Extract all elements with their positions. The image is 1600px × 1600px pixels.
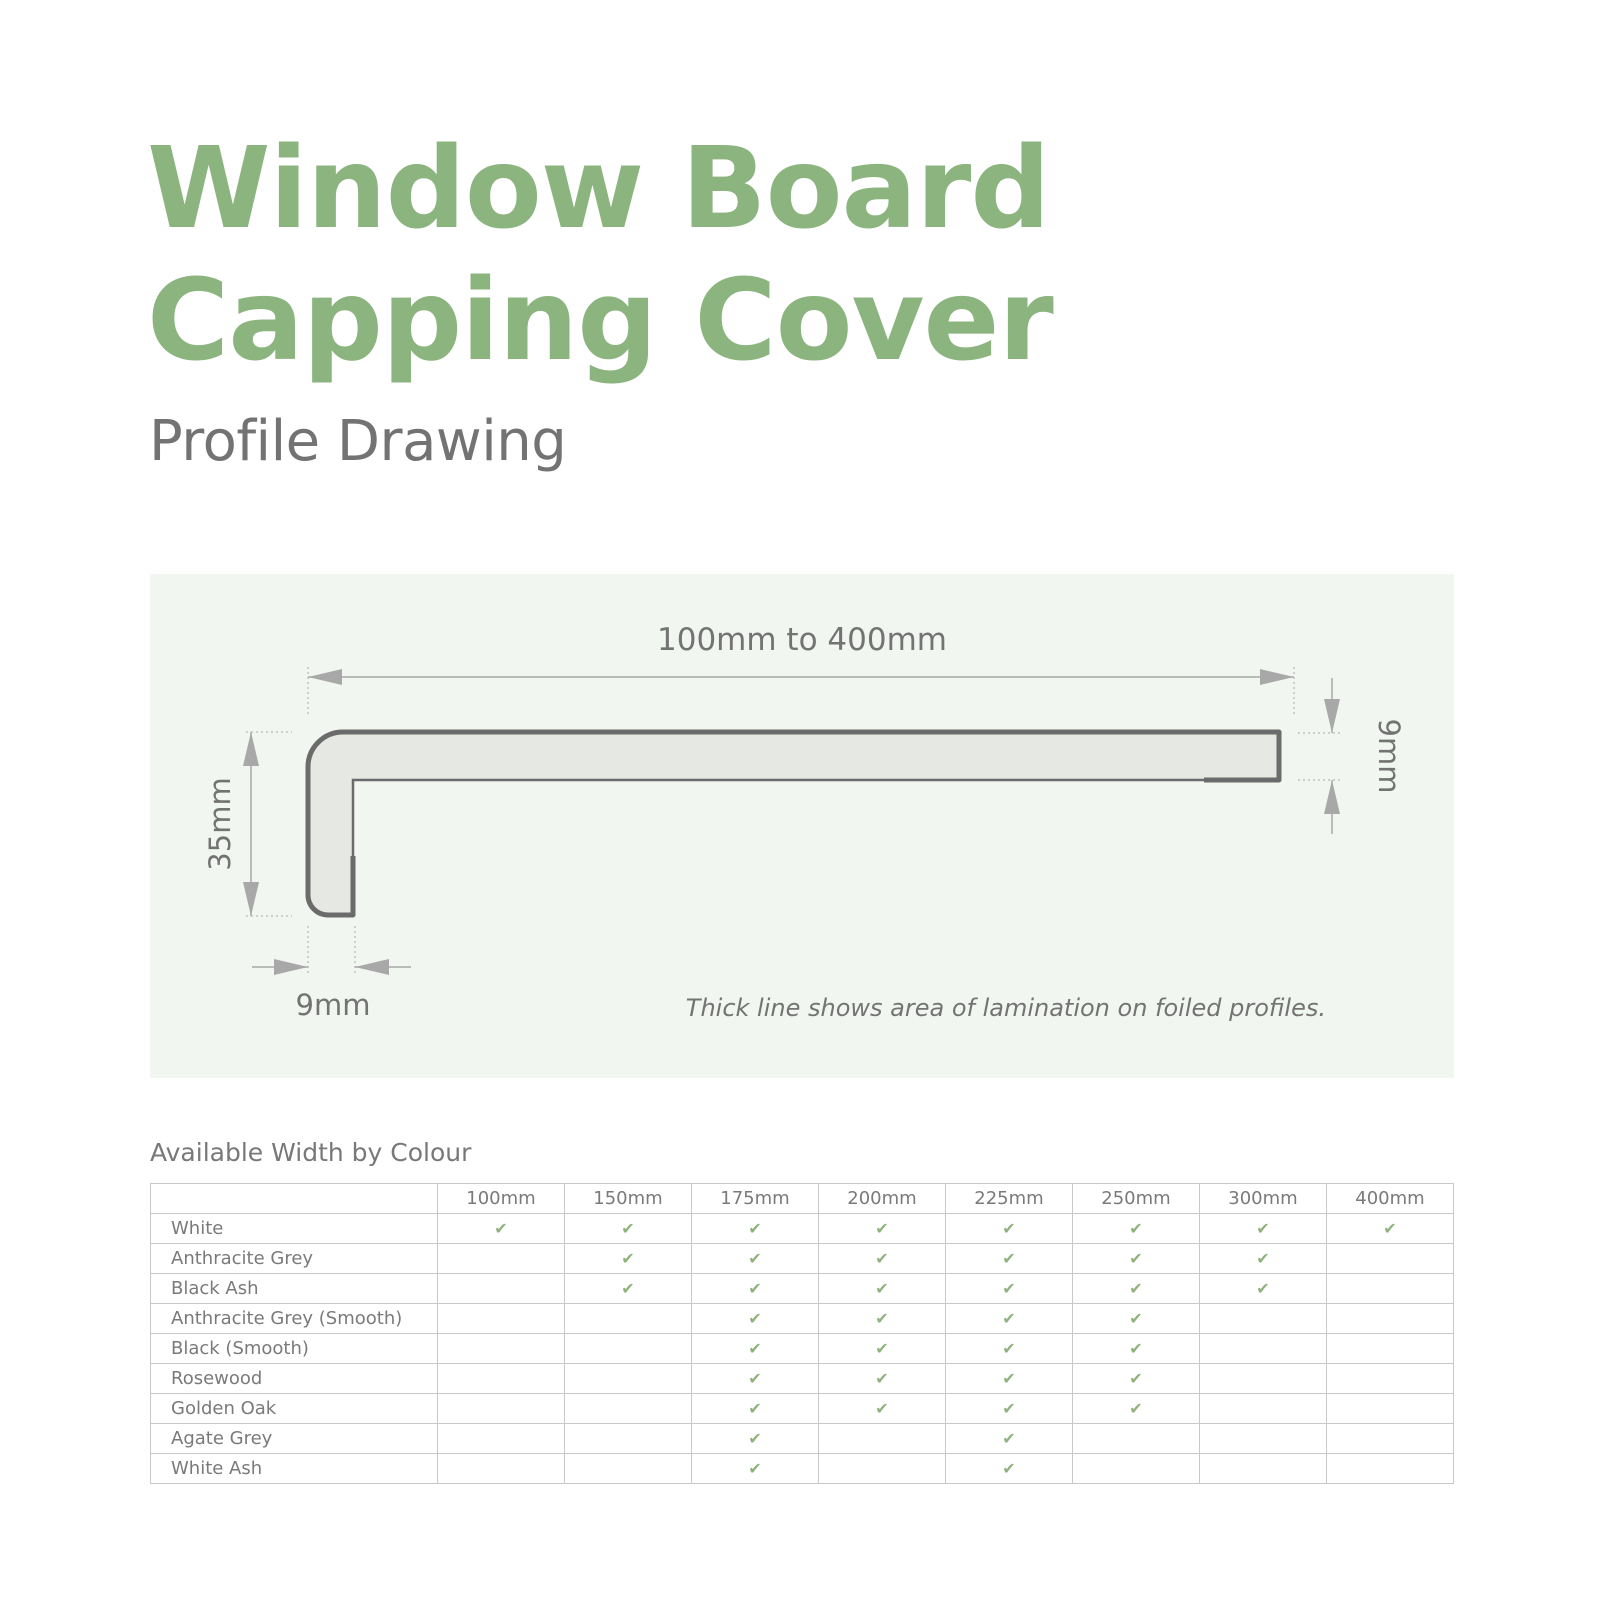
empty-cell — [1200, 1334, 1327, 1364]
check-icon: ✔ — [692, 1304, 819, 1334]
empty-cell — [438, 1394, 565, 1424]
profile-shape — [308, 732, 1279, 915]
table-heading: Available Width by Colour — [150, 1138, 472, 1167]
column-header: 200mm — [819, 1184, 946, 1214]
profile-drawing-panel — [150, 574, 1454, 1078]
check-icon: ✔ — [1200, 1244, 1327, 1274]
empty-cell — [1200, 1364, 1327, 1394]
check-icon: ✔ — [946, 1334, 1073, 1364]
empty-cell — [438, 1304, 565, 1334]
empty-cell — [1327, 1364, 1454, 1394]
colour-name: Anthracite Grey (Smooth) — [151, 1304, 438, 1334]
title-line-2: Capping Cover — [147, 256, 1053, 386]
check-icon: ✔ — [565, 1244, 692, 1274]
colour-name: White — [151, 1214, 438, 1244]
width-arrow-right — [1260, 669, 1294, 685]
check-icon: ✔ — [692, 1334, 819, 1364]
column-header: 225mm — [946, 1184, 1073, 1214]
empty-cell — [1200, 1394, 1327, 1424]
check-icon: ✔ — [1073, 1394, 1200, 1424]
empty-cell — [565, 1424, 692, 1454]
empty-cell — [565, 1364, 692, 1394]
colour-name: Agate Grey — [151, 1424, 438, 1454]
thickness-label: 9mm — [1372, 718, 1406, 794]
empty-cell — [438, 1334, 565, 1364]
table-row — [151, 1394, 1454, 1424]
check-icon: ✔ — [946, 1364, 1073, 1394]
empty-cell — [819, 1454, 946, 1484]
check-icon: ✔ — [1200, 1214, 1327, 1244]
thickness-arrow-bottom — [1324, 780, 1340, 814]
check-icon: ✔ — [565, 1214, 692, 1244]
check-icon: ✔ — [438, 1214, 565, 1244]
check-icon: ✔ — [1073, 1304, 1200, 1334]
check-icon: ✔ — [1073, 1364, 1200, 1394]
empty-cell — [1327, 1424, 1454, 1454]
colour-name: White Ash — [151, 1454, 438, 1484]
table-row — [151, 1274, 1454, 1304]
empty-cell — [1200, 1424, 1327, 1454]
check-icon: ✔ — [692, 1364, 819, 1394]
check-icon: ✔ — [1073, 1244, 1200, 1274]
check-icon: ✔ — [946, 1214, 1073, 1244]
check-icon: ✔ — [692, 1274, 819, 1304]
check-icon: ✔ — [819, 1274, 946, 1304]
width-availability-table — [150, 1183, 1454, 1484]
check-icon: ✔ — [819, 1244, 946, 1274]
check-icon: ✔ — [946, 1454, 1073, 1484]
empty-cell — [1200, 1454, 1327, 1484]
check-icon: ✔ — [692, 1394, 819, 1424]
page-subtitle: Profile Drawing — [149, 409, 567, 474]
check-icon: ✔ — [819, 1394, 946, 1424]
empty-cell — [438, 1274, 565, 1304]
lip-arrow-left — [274, 959, 308, 975]
lamination-note: Thick line shows area of lamination on foiled profiles. — [685, 994, 1326, 1022]
column-header: 100mm — [438, 1184, 565, 1214]
table-header-row — [151, 1184, 1454, 1214]
column-header: 175mm — [692, 1184, 819, 1214]
empty-cell — [438, 1424, 565, 1454]
table-row — [151, 1214, 1454, 1244]
column-header: 150mm — [565, 1184, 692, 1214]
empty-cell — [819, 1424, 946, 1454]
check-icon: ✔ — [565, 1274, 692, 1304]
lip-label: 9mm — [295, 988, 371, 1022]
height-arrow-bottom — [243, 882, 259, 916]
width-arrow-left — [308, 669, 342, 685]
empty-cell — [1073, 1454, 1200, 1484]
empty-cell — [438, 1364, 565, 1394]
empty-cell — [438, 1244, 565, 1274]
header-corner-cell — [151, 1184, 438, 1214]
colour-name: Black (Smooth) — [151, 1334, 438, 1364]
check-icon: ✔ — [692, 1424, 819, 1454]
check-icon: ✔ — [1200, 1274, 1327, 1304]
profile-drawing — [150, 574, 1454, 1078]
table-row — [151, 1364, 1454, 1394]
table-row — [151, 1334, 1454, 1364]
check-icon: ✔ — [1073, 1214, 1200, 1244]
check-icon: ✔ — [1073, 1274, 1200, 1304]
check-icon: ✔ — [946, 1424, 1073, 1454]
title-line-1: Window Board — [147, 124, 1050, 254]
column-header: 250mm — [1073, 1184, 1200, 1214]
height-arrow-top — [243, 732, 259, 766]
empty-cell — [1327, 1304, 1454, 1334]
check-icon: ✔ — [946, 1304, 1073, 1334]
empty-cell — [1073, 1424, 1200, 1454]
check-icon: ✔ — [819, 1214, 946, 1244]
colour-name: Golden Oak — [151, 1394, 438, 1424]
table-row — [151, 1424, 1454, 1454]
empty-cell — [1327, 1274, 1454, 1304]
check-icon: ✔ — [946, 1394, 1073, 1424]
check-icon: ✔ — [692, 1244, 819, 1274]
empty-cell — [1327, 1334, 1454, 1364]
empty-cell — [565, 1394, 692, 1424]
empty-cell — [1327, 1394, 1454, 1424]
check-icon: ✔ — [819, 1364, 946, 1394]
column-header: 400mm — [1327, 1184, 1454, 1214]
thickness-arrow-top — [1324, 699, 1340, 733]
table-row — [151, 1454, 1454, 1484]
empty-cell — [565, 1454, 692, 1484]
check-icon: ✔ — [819, 1304, 946, 1334]
colour-name: Rosewood — [151, 1364, 438, 1394]
check-icon: ✔ — [946, 1244, 1073, 1274]
empty-cell — [565, 1334, 692, 1364]
check-icon: ✔ — [946, 1274, 1073, 1304]
empty-cell — [1327, 1454, 1454, 1484]
check-icon: ✔ — [692, 1214, 819, 1244]
empty-cell — [1327, 1244, 1454, 1274]
column-header: 300mm — [1200, 1184, 1327, 1214]
table-row — [151, 1304, 1454, 1334]
colour-name: Anthracite Grey — [151, 1244, 438, 1274]
check-icon: ✔ — [692, 1454, 819, 1484]
empty-cell — [565, 1304, 692, 1334]
colour-name: Black Ash — [151, 1274, 438, 1304]
width-label: 100mm to 400mm — [657, 622, 947, 658]
check-icon: ✔ — [1327, 1214, 1454, 1244]
check-icon: ✔ — [1073, 1334, 1200, 1364]
empty-cell — [1200, 1304, 1327, 1334]
height-label: 35mm — [203, 777, 237, 871]
check-icon: ✔ — [819, 1334, 946, 1364]
table-row — [151, 1244, 1454, 1274]
lip-arrow-right — [355, 959, 389, 975]
empty-cell — [438, 1454, 565, 1484]
